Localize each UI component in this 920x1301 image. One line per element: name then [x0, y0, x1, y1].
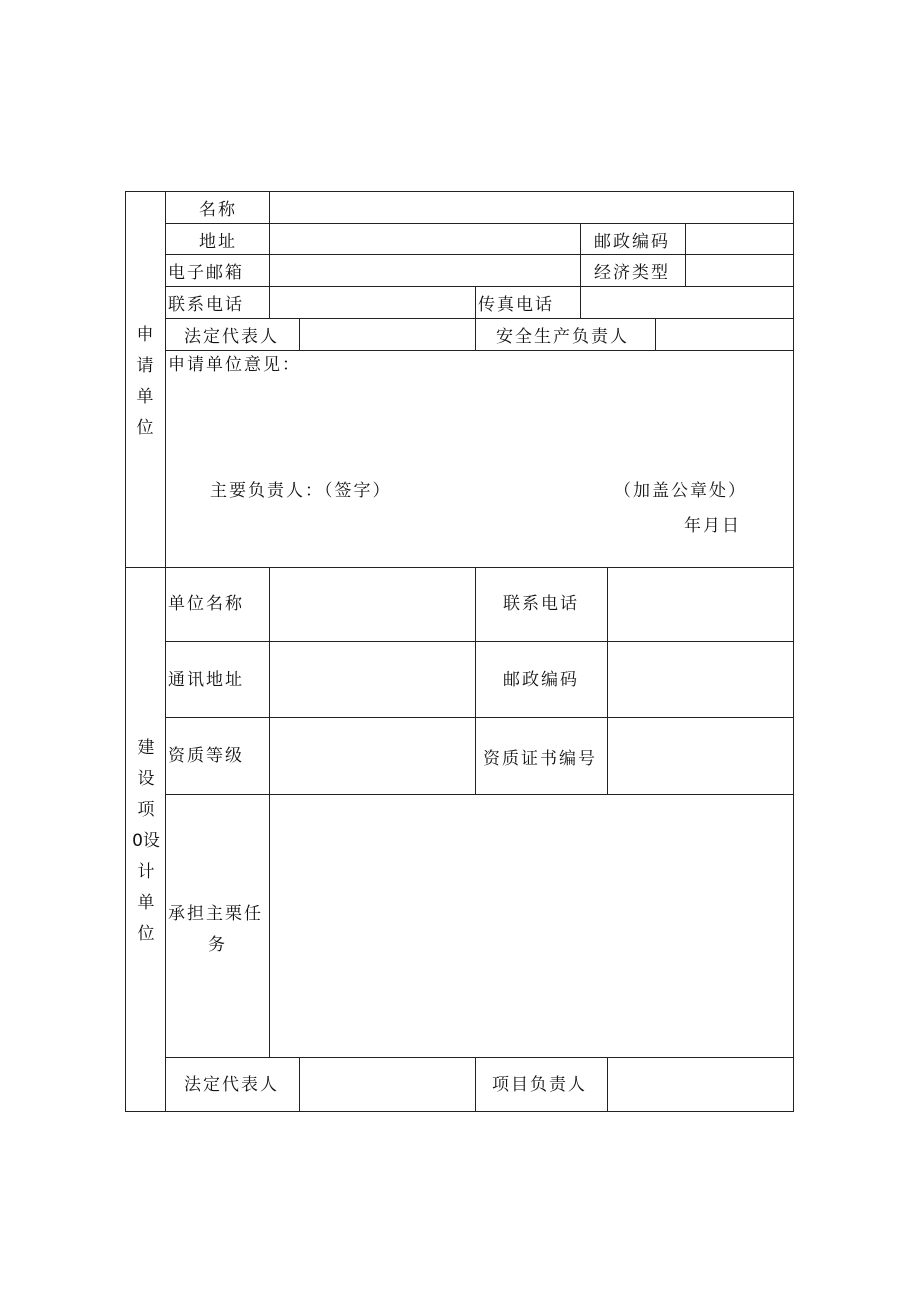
row-divider [165, 350, 794, 351]
col-divider [475, 286, 476, 319]
safety-manager-field[interactable] [656, 319, 793, 350]
label-unit-name: 单位名称 [168, 594, 244, 614]
border-right [793, 191, 794, 1112]
label-address: 地址 [199, 232, 237, 252]
project-lead-field[interactable] [608, 1058, 793, 1111]
label-legal-rep: 法定代表人 [184, 327, 279, 347]
address-field[interactable] [270, 224, 580, 254]
postal-code-field[interactable] [686, 224, 793, 254]
label-design-legal-rep: 法定代表人 [184, 1075, 279, 1095]
label-main-tasks-line1: 承担主栗任 [168, 904, 263, 924]
section2-side-label [130, 733, 162, 950]
label-project-lead: 项目负责人 [492, 1075, 587, 1095]
legal-rep-field[interactable] [300, 319, 475, 350]
principal-signature-label: 主要负责人：（签字） [210, 481, 392, 501]
qualification-field[interactable] [270, 718, 475, 794]
col-divider [475, 1057, 476, 1112]
phone-field[interactable] [270, 287, 475, 318]
label-economic-type: 经济类型 [594, 263, 670, 283]
label-design-phone: 联系电话 [503, 594, 579, 614]
label-main-tasks-line2: 务 [208, 935, 227, 955]
name-field[interactable] [270, 192, 793, 223]
border-left [125, 191, 126, 1112]
col-divider [475, 567, 476, 795]
col-divider [580, 223, 581, 287]
side-char: 设 [137, 769, 155, 789]
fax-field[interactable] [581, 287, 793, 318]
design-legal-rep-field[interactable] [300, 1058, 475, 1111]
section1-side-label [133, 320, 157, 444]
side-column-divider [165, 191, 166, 1112]
label-name: 名称 [199, 200, 237, 220]
label-mail-address: 通讯地址 [168, 670, 244, 690]
cert-no-field[interactable] [608, 718, 793, 794]
label-fax: 传真电话 [478, 295, 554, 315]
label-safety-manager: 安全生产负责人 [496, 327, 629, 347]
opinion-field[interactable] [166, 380, 793, 480]
design-postal-code-field[interactable] [608, 642, 793, 717]
side-char: 请 [136, 356, 154, 376]
side-char: 申 [136, 325, 154, 345]
label-email: 电子邮箱 [168, 263, 244, 283]
mail-address-field[interactable] [270, 642, 475, 717]
design-phone-field[interactable] [608, 568, 793, 641]
label-design-postal-code: 邮政编码 [503, 670, 579, 690]
email-field[interactable] [270, 255, 580, 286]
side-char: 单 [137, 893, 155, 913]
side-char: 项 [137, 800, 155, 820]
side-char: 位 [137, 924, 155, 944]
side-char: 位 [136, 418, 154, 438]
date-label: 年月日 [684, 516, 741, 536]
side-char: 计 [137, 862, 155, 882]
label-cert-no: 资质证书编号 [483, 749, 597, 769]
label-qualification: 资质等级 [168, 746, 244, 766]
label-opinion: 申请单位意见： [168, 355, 301, 375]
side-char: 0设 [132, 831, 160, 851]
seal-label: （加盖公章处） [614, 481, 747, 501]
side-char: 单 [136, 387, 154, 407]
label-phone: 联系电话 [168, 295, 244, 315]
side-char: 建 [137, 738, 155, 758]
economic-type-field[interactable] [686, 255, 793, 286]
main-tasks-field[interactable] [270, 795, 793, 1057]
col-divider [475, 318, 476, 351]
border-bottom [125, 1111, 794, 1112]
unit-name-field[interactable] [270, 568, 475, 641]
label-postal-code: 邮政编码 [594, 232, 670, 252]
